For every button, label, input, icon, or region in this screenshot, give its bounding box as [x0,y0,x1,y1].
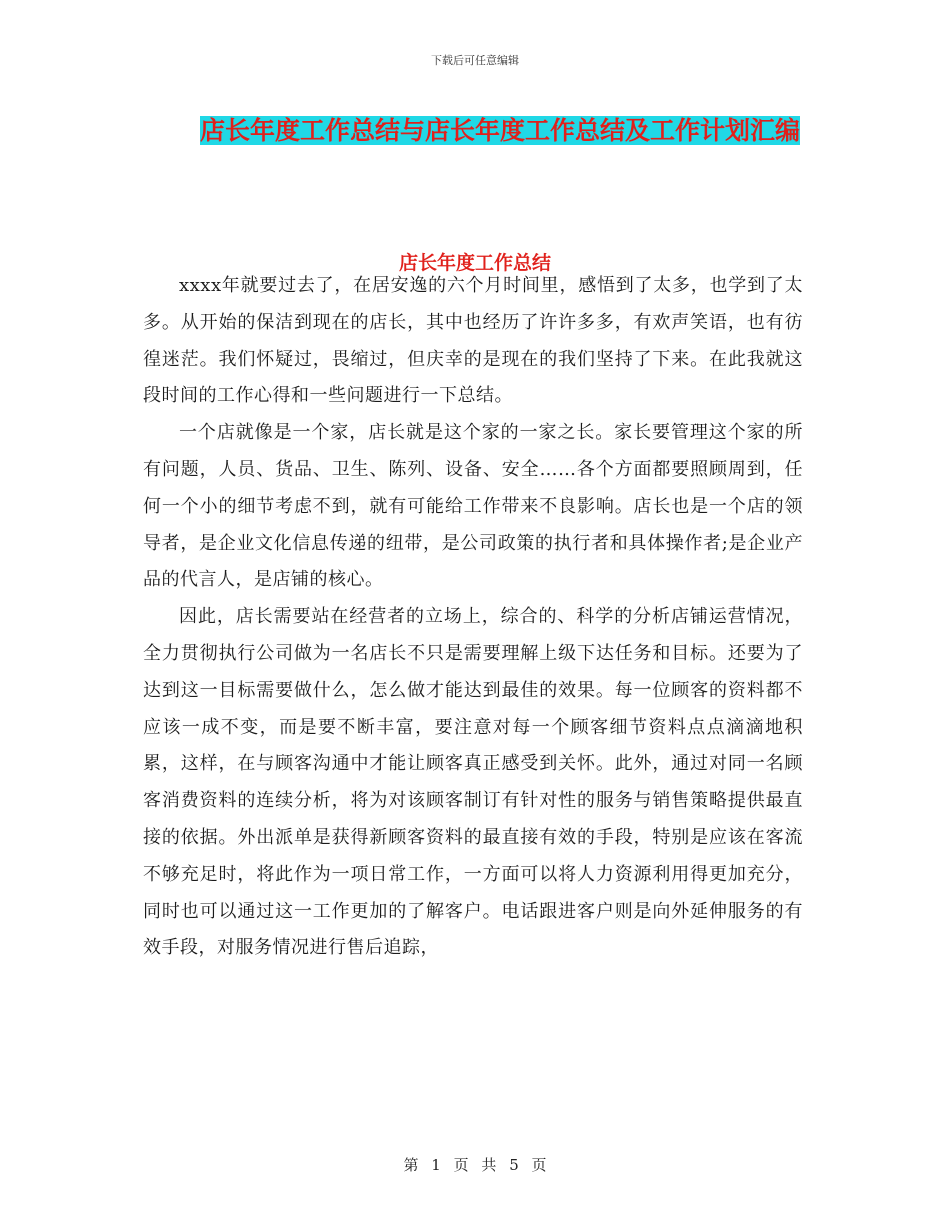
document-body [143,268,803,967]
page-footer [0,1154,950,1175]
total-pages-number: 5 [509,1156,519,1174]
footer-page-word: 页 [453,1156,469,1174]
footer-total-prefix: 共 [481,1156,497,1174]
paragraph: xxxx年就要过去了，在居安逸的六个月时间里，感悟到了太多，也学到了太多。从开始的保洁到现在的店长，其中也经历了许许多多，有欢声笑语，也有彷徨迷茫。我们怀疑过，畏缩过，但庆幸的是现在的我们坚持了下来。在此我就这段时间的工作心得和一些问题进行一下总结。 [143,275,803,407]
section-title: 店长年度工作总结 [398,252,551,274]
document-title [190,108,810,154]
header-note: 下载后可任意编辑 [431,54,519,67]
paragraph: 一个店就像是一个家，店长就是这个家的一家之长。家长要管理这个家的所有问题，人员、货品、卫生、陈列、设备、安全……各个方面都要照顾周到，任何一个小的细节考虑不到，就有可能给工作带来不良影响。店长也是一个店的领导者，是企业文化信息传递的纽带，是公司政策的执行者和具体操作者;是企业产品的代言人，是店铺的核心。 [143,422,803,591]
current-page-number: 1 [431,1156,441,1174]
footer-prefix: 第 [403,1156,419,1174]
document-title-text: 店长年度工作总结与店长年度工作总结及工作计划汇编 [199,116,800,145]
footer-suffix: 页 [531,1156,547,1174]
paragraph: 因此，店长需要站在经营者的立场上，综合的、科学的分析店铺运营情况，全力贯彻执行公司做为一名店长不只是需要理解上级下达任务和目标。还要为了达到这一目标需要做什么，怎么做才能达到最佳的效果。每一位顾客的资料都不应该一成不变，而是要不断丰富，要注意对每一个顾客细节资料点点滴滴地积累，这样，在与顾客沟通中才能让顾客真正感受到关怀。此外，通过对同一名顾客消费资料的连续分析，将为对该顾客制订有针对性的服务与销售策略提供最直接的依据。外出派单是获得新顾客资料的最直接有效的手段，特别是应该在客流不够充足时，将此作为一项日常工作，一方面可以将人力资源利用得更加充分，同时也可以通过这一工作更加的了解客户。电话跟进客户则是向外延伸服务的有效手段，对服务情况进行售后追踪， [143,606,803,959]
